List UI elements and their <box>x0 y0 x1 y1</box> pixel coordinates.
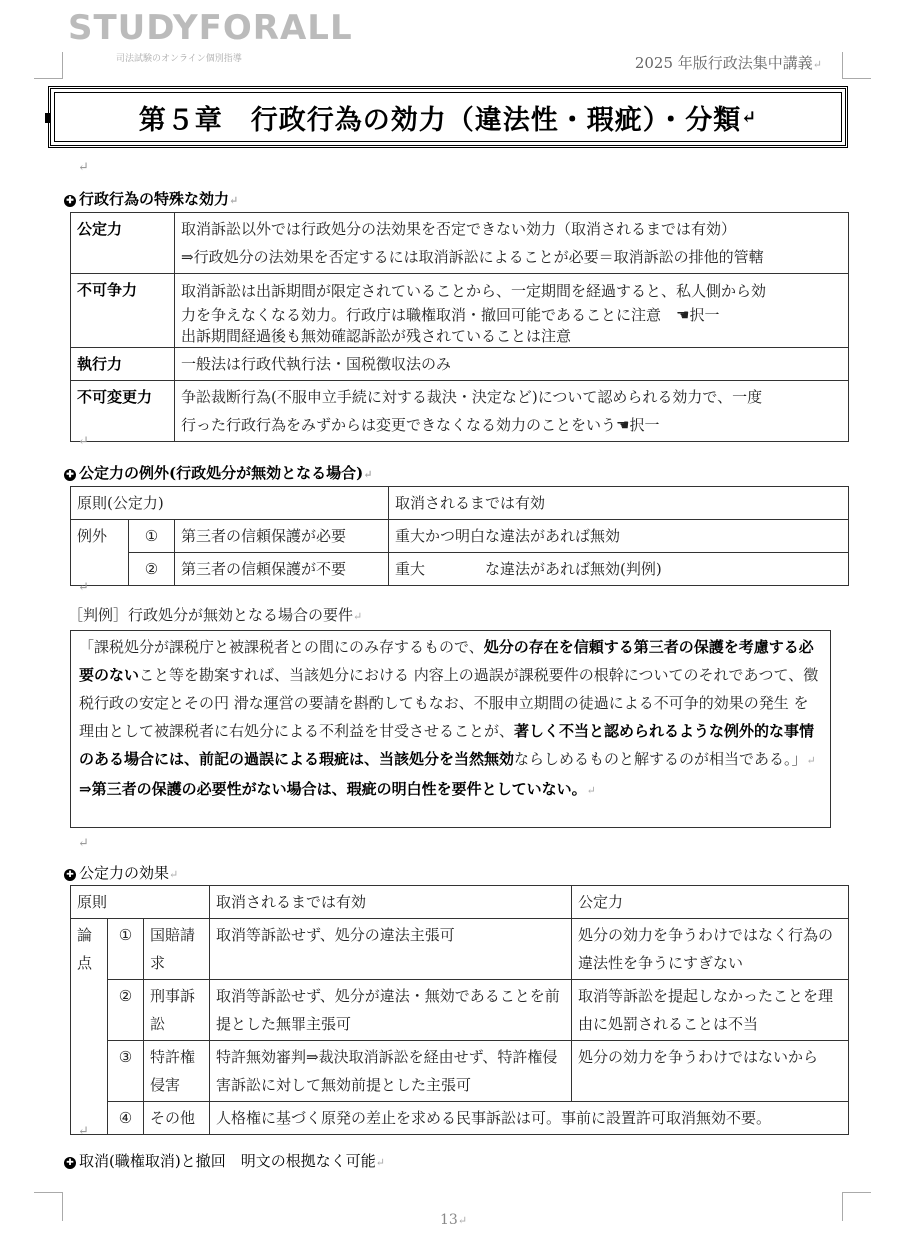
special-effects-table <box>70 212 849 442</box>
chapter-title: 第５章 行政行為の効力（違法性・瑕疵）・分類 <box>138 104 742 136</box>
section-heading-exceptions: ✚ 公定力の例外(行政処分が無効となる場合)↵ <box>64 462 372 483</box>
course-title: 2025 年版行政法集中講義↵ <box>634 54 822 72</box>
judgment-heading: ［判例］行政処分が無効となる場合の要件↵ <box>68 606 363 624</box>
paragraph-mark: ↵ <box>78 160 89 175</box>
section-heading-revocation: ✚ 取消(職権取消)と撤回 明文の根拠なく可能↵ <box>64 1150 385 1171</box>
bullet-icon: ✚ <box>64 869 76 881</box>
logo-subtitle: 司法試験のオンライン個別指導 <box>116 54 242 64</box>
number-cell: ① <box>108 919 144 980</box>
table-row <box>71 487 849 520</box>
chapter-title-box: 第５章 行政行為の効力（違法性・瑕疵）・分類 ↵ <box>48 86 848 148</box>
number-cell: ② <box>129 553 175 586</box>
number-cell: ② <box>108 980 144 1041</box>
term-cell: 不可変更力 <box>71 381 175 442</box>
desc-cell: 人格権に基づく原発の差止を求める民事訴訟は可。事前に設置許可取消無効不要。 <box>210 1102 849 1135</box>
table-row <box>71 919 849 980</box>
table-row <box>71 1102 849 1135</box>
desc-cell: 取消等訴訟せず、処分が違法・無効であることを前提とした無罪主張可 <box>210 980 572 1041</box>
topic-cell: 国賠請求 <box>144 919 210 980</box>
table-row <box>71 886 849 919</box>
judgment-conclusion: ⇒第三者の保護の必要性がない場合は、瑕疵の明白性を要件としていない。 <box>79 780 587 798</box>
table-row <box>71 520 849 553</box>
condition-cell: 第三者の信頼保護が必要 <box>175 520 389 553</box>
principle-value-cell: 取消されるまでは有効 <box>389 487 849 520</box>
desc-cell: 取消訴訟以外では行政処分の法効果を否定できない効力（取消されるまでは有効） ⇒行政処分の法効果を否定するには取消訴訟によることが必要＝取消訴訟の排他的管轄 <box>175 213 849 274</box>
condition-cell: 第三者の信頼保護が不要 <box>175 553 389 586</box>
page-number: 13↵ <box>440 1212 468 1228</box>
note-cell: 取消等訴訟を提起しなかったことを理由に処罰されることは不当 <box>572 980 849 1041</box>
judgment-text: こと等を勘案すれば、当該処分における 内容上の過誤が課税要件の根幹についてのそれであつて、徴税行政の安定とその円 滑な運営の要請を斟酌してもなお、不服申立期間の徒過による不可争的効果の発生 を理由として被課税者に右処分による不利益を甘受させることが、 <box>79 666 819 740</box>
header-cell: 原則 <box>71 886 210 919</box>
judgment-text: ならしめるものと解するのが相当である。」 <box>514 750 807 768</box>
table-row <box>71 381 849 442</box>
kotei-effects-table <box>70 885 849 1135</box>
table-row <box>71 213 849 274</box>
table-row <box>71 553 849 586</box>
table-row <box>71 1041 849 1102</box>
crop-mark-tl <box>34 52 63 79</box>
note-cell: 処分の効力を争うわけではないから <box>572 1041 849 1102</box>
table-row <box>71 348 849 381</box>
judgment-emphasis: 処分の存在を信頼する第三者の保護を考慮する必要のない <box>79 638 814 684</box>
paragraph-mark: ↵ <box>78 1124 89 1139</box>
number-cell: ③ <box>108 1041 144 1102</box>
paragraph-mark: ↵ <box>78 434 89 449</box>
judgment-emphasis: 著しく不当と認められるような例外的な事情のある場合には、前記の過誤による瑕疵は、当該処分を当然無効 <box>79 722 815 768</box>
table-row <box>71 980 849 1041</box>
issue-cell: 論点 <box>71 919 108 1135</box>
bullet-icon: ✚ <box>64 469 76 481</box>
exceptions-table <box>70 486 849 586</box>
desc-cell: 取消訴訟は出訴期間が限定されていることから、一定期間を経過すると、私人側から効 力を争えなくなる効力。行政庁は職権取消・撤回可能であることに注意 ☚択一 出訴期間経過後も無効確認訴訟が残されていることは注意 <box>175 274 849 348</box>
paragraph-mark: ↵ <box>78 580 89 595</box>
exception-cell: 例外 <box>71 520 129 586</box>
topic-cell: 特許権侵害 <box>144 1041 210 1102</box>
desc-cell: 取消等訴訟せず、処分の違法主張可 <box>210 919 572 980</box>
term-cell: 公定力 <box>71 213 175 274</box>
judgment-box: 「課税処分が課税庁と被課税者との間にのみ存するもので、処分の存在を信頼する第三者の保護を考慮する必要のないこと等を勘案すれば、当該処分における 内容上の過誤が課税要件の根幹についてのそれであつて、徴税行政の安定とその円 滑な運営の要請を斟酌してもなお、不服申立期間の徒過による不可争的効果の発生 を理由として被課税者に右処分による不利益を甘受させることが、著しく不当と認められるような例外的な事情のある場合には、前記の過誤による瑕疵は、当該処分を当然無効ならしめるものと解するのが相当である。」↵ ⇒第三者の保護の必要性がない場合は、瑕疵の明白性を要件としていない。↵ <box>70 630 831 828</box>
desc-cell: 一般法は行政代執行法・国税徴収法のみ <box>175 348 849 381</box>
header-cell: 取消されるまでは有効 <box>210 886 572 919</box>
topic-cell: その他 <box>144 1102 210 1135</box>
bullet-icon: ✚ <box>64 1157 76 1169</box>
desc-cell: 争訟裁断行為(不服申立手続に対する裁決・決定など)について認められる効力で、一度 行った行政行為をみずからは変更できなくなる効力のことをいう☚択一 <box>175 381 849 442</box>
judgment-text: 「課税処分が課税庁と被課税者との間にのみ存するもので、 <box>79 638 484 656</box>
crop-mark-bl <box>34 1192 63 1221</box>
note-cell: 処分の効力を争うわけではなく行為の違法性を争うにすぎない <box>572 919 849 980</box>
number-cell: ① <box>129 520 175 553</box>
desc-cell: 特許無効審判⇒裁決取消訴訟を経由せず、特許権侵害訴訟に対して無効前提とした主張可 <box>210 1041 572 1102</box>
bullet-icon: ✚ <box>64 195 76 207</box>
result-cell: 重大かつ明白な違法があれば無効 <box>389 520 849 553</box>
term-cell: 不可争力 <box>71 274 175 348</box>
paragraph-mark: ↵ <box>78 836 89 851</box>
crop-mark-tr <box>842 52 871 79</box>
table-row <box>71 274 849 348</box>
principle-cell: 原則(公定力) <box>71 487 389 520</box>
header-cell: 公定力 <box>572 886 849 919</box>
result-cell: 重大 な違法があれば無効(判例) <box>389 553 849 586</box>
number-cell: ④ <box>108 1102 144 1135</box>
term-cell: 執行力 <box>71 348 175 381</box>
crop-mark-br <box>842 1192 871 1221</box>
section-heading-special-effects: ✚ 行政行為の特殊な効力↵ <box>64 188 238 209</box>
logo: STUDYFORALL <box>68 8 353 48</box>
topic-cell: 刑事訴訟 <box>144 980 210 1041</box>
section-heading-kotei-effects: ✚ 公定力の効果↵ <box>64 862 178 883</box>
